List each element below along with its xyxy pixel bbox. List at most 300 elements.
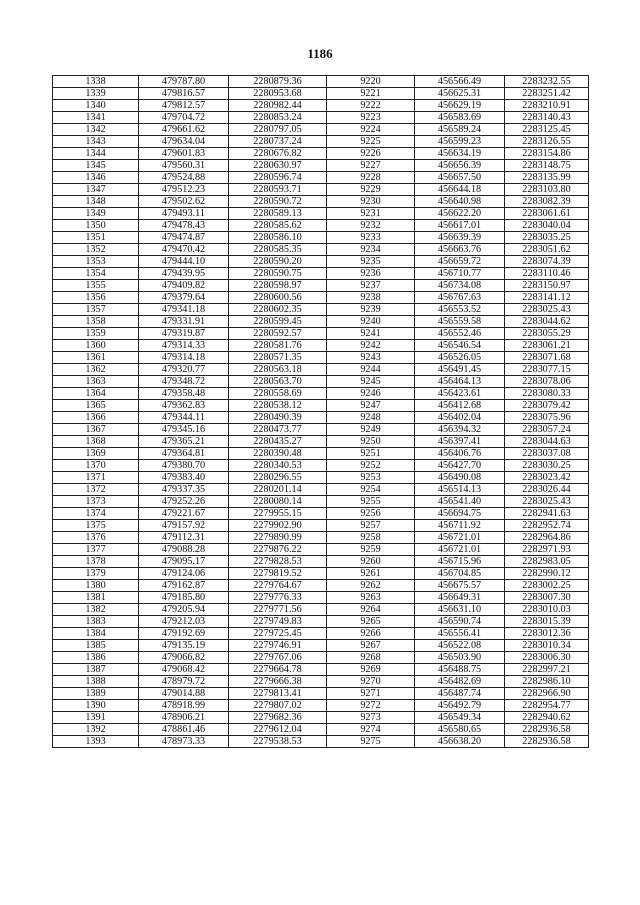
table-cell-y-right: 2283061.61 — [505, 208, 589, 220]
table-cell-y-left: 2279725.45 — [229, 628, 327, 640]
table-cell-x-left: 479787.80 — [139, 76, 229, 88]
table-cell-y-left: 2280590.72 — [229, 196, 327, 208]
table-cell-x-left: 479162.87 — [139, 580, 229, 592]
table-cell-y-right: 2282941.63 — [505, 508, 589, 520]
table-cell-y-right: 2283035.25 — [505, 232, 589, 244]
table-cell-x-left: 479362.83 — [139, 400, 229, 412]
table-cell-y-left: 2279807.02 — [229, 700, 327, 712]
table-cell-y-left: 2279955.15 — [229, 508, 327, 520]
table-cell-y-right: 2282990.12 — [505, 568, 589, 580]
table-cell-point-id-right: 9227 — [327, 160, 415, 172]
table-cell-y-left: 2280490.39 — [229, 412, 327, 424]
table-cell-x-left: 479331.91 — [139, 316, 229, 328]
table-cell-y-left: 2279767.06 — [229, 652, 327, 664]
table-cell-x-right: 456423.61 — [415, 388, 505, 400]
table-cell-point-id-left: 1391 — [53, 712, 139, 724]
table-cell-point-id-left: 1388 — [53, 676, 139, 688]
table-cell-y-right: 2283126.55 — [505, 136, 589, 148]
table-cell-point-id-left: 1358 — [53, 316, 139, 328]
table-cell-x-right: 456617.01 — [415, 220, 505, 232]
table-cell-point-id-right: 9222 — [327, 100, 415, 112]
table-cell-x-left: 478979.72 — [139, 676, 229, 688]
table-cell-y-right: 2283251.42 — [505, 88, 589, 100]
table-cell-point-id-left: 1360 — [53, 340, 139, 352]
table-cell-y-right: 2283075.96 — [505, 412, 589, 424]
table-cell-y-left: 2280600.56 — [229, 292, 327, 304]
table-cell-x-left: 479212.03 — [139, 616, 229, 628]
table-cell-x-right: 456657.50 — [415, 172, 505, 184]
table-cell-x-left: 479560.31 — [139, 160, 229, 172]
table-cell-x-right: 456721.01 — [415, 544, 505, 556]
table-cell-y-left: 2280953.68 — [229, 88, 327, 100]
table-cell-x-left: 478973.33 — [139, 736, 229, 748]
table-row — [53, 568, 589, 580]
table-cell-y-right: 2283030.25 — [505, 460, 589, 472]
table-cell-y-right: 2283135.99 — [505, 172, 589, 184]
table-row — [53, 508, 589, 520]
table-cell-x-left: 478861.46 — [139, 724, 229, 736]
table-cell-point-id-right: 9251 — [327, 448, 415, 460]
table-cell-y-right: 2282983.05 — [505, 556, 589, 568]
table-cell-x-right: 456589.24 — [415, 124, 505, 136]
table-cell-point-id-left: 1350 — [53, 220, 139, 232]
table-row — [53, 136, 589, 148]
table-cell-x-left: 479470.42 — [139, 244, 229, 256]
table-cell-x-right: 456491.45 — [415, 364, 505, 376]
table-row — [53, 544, 589, 556]
table-cell-y-right: 2283125.45 — [505, 124, 589, 136]
table-cell-x-right: 456656.39 — [415, 160, 505, 172]
table-cell-x-left: 479068.42 — [139, 664, 229, 676]
table-cell-point-id-right: 9229 — [327, 184, 415, 196]
table-cell-y-left: 2280585.35 — [229, 244, 327, 256]
table-cell-x-right: 456492.79 — [415, 700, 505, 712]
table-cell-point-id-left: 1389 — [53, 688, 139, 700]
table-cell-point-id-left: 1390 — [53, 700, 139, 712]
table-cell-point-id-right: 9241 — [327, 328, 415, 340]
table-row — [53, 460, 589, 472]
table-cell-x-left: 479502.62 — [139, 196, 229, 208]
table-cell-x-right: 456406.76 — [415, 448, 505, 460]
table-cell-point-id-right: 9256 — [327, 508, 415, 520]
table-cell-x-left: 479512.23 — [139, 184, 229, 196]
table-cell-point-id-right: 9224 — [327, 124, 415, 136]
table-row — [53, 184, 589, 196]
table-cell-y-left: 2279776.33 — [229, 592, 327, 604]
table-cell-point-id-right: 9266 — [327, 628, 415, 640]
table-row — [53, 628, 589, 640]
table-row — [53, 424, 589, 436]
table-cell-x-right: 456629.19 — [415, 100, 505, 112]
table-cell-point-id-right: 9238 — [327, 292, 415, 304]
table-cell-point-id-right: 9240 — [327, 316, 415, 328]
table-row — [53, 496, 589, 508]
table-cell-y-right: 2283078.06 — [505, 376, 589, 388]
table-cell-point-id-left: 1372 — [53, 484, 139, 496]
table-cell-x-left: 479364.81 — [139, 448, 229, 460]
table-cell-y-right: 2283110.46 — [505, 268, 589, 280]
table-cell-point-id-right: 9263 — [327, 592, 415, 604]
table-cell-point-id-left: 1375 — [53, 520, 139, 532]
table-row — [53, 472, 589, 484]
table-cell-y-left: 2279764.67 — [229, 580, 327, 592]
table-cell-x-right: 456490.08 — [415, 472, 505, 484]
table-row — [53, 244, 589, 256]
table-cell-x-right: 456734.08 — [415, 280, 505, 292]
table-row — [53, 148, 589, 160]
table-cell-point-id-left: 1382 — [53, 604, 139, 616]
table-cell-point-id-left: 1348 — [53, 196, 139, 208]
table-row — [53, 316, 589, 328]
table-cell-y-right: 2283079.42 — [505, 400, 589, 412]
table-row — [53, 352, 589, 364]
table-cell-y-left: 2280390.48 — [229, 448, 327, 460]
table-cell-point-id-right: 9259 — [327, 544, 415, 556]
table-cell-point-id-left: 1373 — [53, 496, 139, 508]
table-cell-y-left: 2280593.71 — [229, 184, 327, 196]
table-cell-x-left: 479383.40 — [139, 472, 229, 484]
table-cell-point-id-left: 1357 — [53, 304, 139, 316]
table-cell-x-left: 479320.77 — [139, 364, 229, 376]
table-cell-y-right: 2283051.62 — [505, 244, 589, 256]
table-row — [53, 484, 589, 496]
table-cell-x-left: 479319.87 — [139, 328, 229, 340]
table-cell-point-id-right: 9257 — [327, 520, 415, 532]
table-cell-x-left: 479344.11 — [139, 412, 229, 424]
table-cell-y-right: 2283103.80 — [505, 184, 589, 196]
table-cell-point-id-right: 9275 — [327, 736, 415, 748]
table-cell-x-left: 479341.18 — [139, 304, 229, 316]
table-cell-x-left: 479379.64 — [139, 292, 229, 304]
table-cell-point-id-left: 1367 — [53, 424, 139, 436]
table-cell-y-right: 2283012.36 — [505, 628, 589, 640]
table-cell-x-right: 456675.57 — [415, 580, 505, 592]
table-cell-x-left: 479337.35 — [139, 484, 229, 496]
table-cell-y-right: 2283007.30 — [505, 592, 589, 604]
table-cell-x-left: 479252.26 — [139, 496, 229, 508]
table-row — [53, 172, 589, 184]
table-cell-x-left: 479704.72 — [139, 112, 229, 124]
table-cell-point-id-right: 9255 — [327, 496, 415, 508]
table-cell-point-id-left: 1341 — [53, 112, 139, 124]
table-cell-point-id-left: 1347 — [53, 184, 139, 196]
table-cell-point-id-left: 1368 — [53, 436, 139, 448]
table-cell-point-id-left: 1356 — [53, 292, 139, 304]
table-row — [53, 616, 589, 628]
table-cell-y-right: 2283040.04 — [505, 220, 589, 232]
table-cell-y-left: 2279902.90 — [229, 520, 327, 532]
table-cell-x-left: 479634.04 — [139, 136, 229, 148]
table-row — [53, 532, 589, 544]
table-cell-x-right: 456599.23 — [415, 136, 505, 148]
table-cell-y-left: 2280879.36 — [229, 76, 327, 88]
table-row — [53, 592, 589, 604]
table-cell-point-id-right: 9272 — [327, 700, 415, 712]
table-cell-point-id-left: 1366 — [53, 412, 139, 424]
table-cell-x-right: 456427.70 — [415, 460, 505, 472]
table-row — [53, 676, 589, 688]
table-cell-y-right: 2283037.08 — [505, 448, 589, 460]
table-cell-x-right: 456487.74 — [415, 688, 505, 700]
table-row — [53, 664, 589, 676]
table-cell-x-left: 479095.17 — [139, 556, 229, 568]
table-cell-point-id-right: 9221 — [327, 88, 415, 100]
table-cell-x-left: 479601.83 — [139, 148, 229, 160]
table-cell-x-right: 456397.41 — [415, 436, 505, 448]
table-cell-y-left: 2279828.53 — [229, 556, 327, 568]
table-cell-y-left: 2280563.18 — [229, 364, 327, 376]
table-cell-x-left: 479221.67 — [139, 508, 229, 520]
table-cell-x-right: 456631.10 — [415, 604, 505, 616]
table-row — [53, 724, 589, 736]
table-row — [53, 124, 589, 136]
table-cell-y-left: 2280080.14 — [229, 496, 327, 508]
table-row — [53, 448, 589, 460]
table-cell-y-left: 2280586.10 — [229, 232, 327, 244]
table-cell-point-id-right: 9244 — [327, 364, 415, 376]
table-cell-y-right: 2283044.62 — [505, 316, 589, 328]
table-cell-x-right: 456715.96 — [415, 556, 505, 568]
table-cell-x-right: 456514.13 — [415, 484, 505, 496]
table-cell-y-left: 2279890.99 — [229, 532, 327, 544]
table-cell-y-left: 2280590.20 — [229, 256, 327, 268]
coordinates-table — [52, 75, 589, 748]
table-cell-point-id-right: 9235 — [327, 256, 415, 268]
table-cell-point-id-left: 1384 — [53, 628, 139, 640]
table-cell-point-id-right: 9225 — [327, 136, 415, 148]
table-row — [53, 700, 589, 712]
table-cell-point-id-left: 1385 — [53, 640, 139, 652]
table-cell-y-right: 2283010.03 — [505, 604, 589, 616]
table-cell-point-id-left: 1380 — [53, 580, 139, 592]
table-cell-y-right: 2282954.77 — [505, 700, 589, 712]
table-cell-x-left: 479380.70 — [139, 460, 229, 472]
table-cell-point-id-right: 9231 — [327, 208, 415, 220]
table-cell-point-id-right: 9267 — [327, 640, 415, 652]
table-row — [53, 688, 589, 700]
table-cell-y-left: 2280592.57 — [229, 328, 327, 340]
table-cell-point-id-right: 9245 — [327, 376, 415, 388]
table-cell-point-id-right: 9246 — [327, 388, 415, 400]
table-row — [53, 268, 589, 280]
table-cell-y-left: 2279538.53 — [229, 736, 327, 748]
table-cell-point-id-right: 9230 — [327, 196, 415, 208]
table-cell-y-left: 2280602.35 — [229, 304, 327, 316]
table-cell-x-left: 479409.82 — [139, 280, 229, 292]
table-cell-x-right: 456522.08 — [415, 640, 505, 652]
table-cell-x-right: 456526.05 — [415, 352, 505, 364]
table-cell-x-left: 479066.82 — [139, 652, 229, 664]
table-cell-point-id-right: 9265 — [327, 616, 415, 628]
table-row — [53, 292, 589, 304]
table-cell-y-left: 2279819.52 — [229, 568, 327, 580]
table-cell-point-id-right: 9237 — [327, 280, 415, 292]
table-cell-x-right: 456640.98 — [415, 196, 505, 208]
table-cell-point-id-left: 1342 — [53, 124, 139, 136]
table-cell-y-left: 2280589.13 — [229, 208, 327, 220]
table-cell-point-id-left: 1387 — [53, 664, 139, 676]
table-cell-x-left: 479088.28 — [139, 544, 229, 556]
table-cell-x-right: 456546.54 — [415, 340, 505, 352]
table-cell-x-right: 456394.32 — [415, 424, 505, 436]
table-cell-x-left: 479314.33 — [139, 340, 229, 352]
table-cell-y-right: 2283154.86 — [505, 148, 589, 160]
table-cell-y-right: 2283015.39 — [505, 616, 589, 628]
table-cell-x-left: 479185.80 — [139, 592, 229, 604]
table-row — [53, 436, 589, 448]
table-cell-point-id-right: 9260 — [327, 556, 415, 568]
table-cell-point-id-right: 9273 — [327, 712, 415, 724]
table-cell-point-id-right: 9233 — [327, 232, 415, 244]
table-row — [53, 340, 589, 352]
table-cell-point-id-left: 1354 — [53, 268, 139, 280]
table-cell-x-right: 456663.76 — [415, 244, 505, 256]
table-cell-point-id-right: 9258 — [327, 532, 415, 544]
table-cell-x-left: 479135.19 — [139, 640, 229, 652]
table-cell-y-right: 2283002.25 — [505, 580, 589, 592]
table-row — [53, 208, 589, 220]
table-cell-x-right: 456580.65 — [415, 724, 505, 736]
table-cell-x-right: 456711.92 — [415, 520, 505, 532]
table-cell-y-left: 2280558.69 — [229, 388, 327, 400]
table-cell-y-right: 2283006.30 — [505, 652, 589, 664]
table-row — [53, 304, 589, 316]
table-row — [53, 196, 589, 208]
table-cell-point-id-left: 1361 — [53, 352, 139, 364]
table-cell-x-left: 479661.62 — [139, 124, 229, 136]
table-cell-x-left: 479474.87 — [139, 232, 229, 244]
table-cell-x-left: 479358.48 — [139, 388, 229, 400]
table-cell-x-right: 456412.68 — [415, 400, 505, 412]
table-cell-x-left: 479478.43 — [139, 220, 229, 232]
table-cell-x-right: 456638.20 — [415, 736, 505, 748]
table-cell-y-right: 2283026.44 — [505, 484, 589, 496]
table-cell-y-left: 2280853.24 — [229, 112, 327, 124]
table-cell-point-id-right: 9271 — [327, 688, 415, 700]
table-cell-y-left: 2280563.70 — [229, 376, 327, 388]
table-cell-y-right: 2283057.24 — [505, 424, 589, 436]
table-cell-y-left: 2280296.55 — [229, 472, 327, 484]
table-cell-point-id-left: 1355 — [53, 280, 139, 292]
page-number: 1186 — [307, 46, 333, 61]
table-cell-y-right: 2283232.55 — [505, 76, 589, 88]
table-cell-point-id-right: 9261 — [327, 568, 415, 580]
table-cell-point-id-left: 1378 — [53, 556, 139, 568]
table-cell-y-right: 2282952.74 — [505, 520, 589, 532]
table-cell-point-id-left: 1370 — [53, 460, 139, 472]
table-cell-x-right: 456767.63 — [415, 292, 505, 304]
table-cell-point-id-right: 9226 — [327, 148, 415, 160]
table-cell-y-right: 2283025.43 — [505, 496, 589, 508]
table-cell-y-right: 2283080.33 — [505, 388, 589, 400]
table-cell-x-left: 479524.88 — [139, 172, 229, 184]
table-cell-point-id-left: 1340 — [53, 100, 139, 112]
table-cell-x-left: 479157.92 — [139, 520, 229, 532]
table-cell-x-left: 479345.16 — [139, 424, 229, 436]
table-row — [53, 100, 589, 112]
table-cell-x-right: 456639.39 — [415, 232, 505, 244]
table-cell-y-right: 2283210.91 — [505, 100, 589, 112]
table-cell-x-right: 456721.01 — [415, 532, 505, 544]
table-cell-point-id-left: 1381 — [53, 592, 139, 604]
table-cell-x-right: 456552.46 — [415, 328, 505, 340]
table-cell-y-left: 2280630.97 — [229, 160, 327, 172]
table-cell-point-id-right: 9268 — [327, 652, 415, 664]
table-cell-point-id-right: 9253 — [327, 472, 415, 484]
table-cell-point-id-left: 1353 — [53, 256, 139, 268]
table-cell-point-id-right: 9252 — [327, 460, 415, 472]
table-cell-x-right: 456549.34 — [415, 712, 505, 724]
table-cell-x-left: 479192.69 — [139, 628, 229, 640]
table-cell-point-id-left: 1349 — [53, 208, 139, 220]
table-cell-point-id-left: 1383 — [53, 616, 139, 628]
table-cell-x-right: 456464.13 — [415, 376, 505, 388]
table-row — [53, 112, 589, 124]
table-cell-x-left: 479444.10 — [139, 256, 229, 268]
table-cell-y-right: 2282971.93 — [505, 544, 589, 556]
table-cell-y-left: 2280737.24 — [229, 136, 327, 148]
table-cell-x-right: 456622.20 — [415, 208, 505, 220]
table-cell-y-left: 2280982.44 — [229, 100, 327, 112]
table-cell-point-id-left: 1363 — [53, 376, 139, 388]
table-cell-point-id-right: 9239 — [327, 304, 415, 316]
table-cell-point-id-right: 9223 — [327, 112, 415, 124]
table-row — [53, 76, 589, 88]
table-cell-y-left: 2279749.83 — [229, 616, 327, 628]
table-cell-y-left: 2280596.74 — [229, 172, 327, 184]
table-cell-point-id-left: 1365 — [53, 400, 139, 412]
table-cell-point-id-left: 1351 — [53, 232, 139, 244]
table-cell-x-right: 456590.74 — [415, 616, 505, 628]
table-row — [53, 364, 589, 376]
table-cell-point-id-right: 9228 — [327, 172, 415, 184]
table-row — [53, 220, 589, 232]
table-cell-point-id-right: 9220 — [327, 76, 415, 88]
table-cell-y-right: 2283082.39 — [505, 196, 589, 208]
table-cell-x-left: 479112.31 — [139, 532, 229, 544]
table-row — [53, 640, 589, 652]
table-row — [53, 652, 589, 664]
table-row — [53, 388, 589, 400]
table-cell-point-id-left: 1376 — [53, 532, 139, 544]
table-cell-x-right: 456634.19 — [415, 148, 505, 160]
table-cell-y-right: 2283055.29 — [505, 328, 589, 340]
table-row — [53, 328, 589, 340]
table-cell-point-id-left: 1393 — [53, 736, 139, 748]
table-cell-point-id-left: 1369 — [53, 448, 139, 460]
table-cell-x-right: 456503.90 — [415, 652, 505, 664]
table-cell-y-left: 2280590.75 — [229, 268, 327, 280]
table-cell-point-id-left: 1346 — [53, 172, 139, 184]
table-cell-point-id-right: 9269 — [327, 664, 415, 676]
table-cell-y-right: 2282986.10 — [505, 676, 589, 688]
table-cell-point-id-left: 1386 — [53, 652, 139, 664]
table-cell-y-right: 2283071.68 — [505, 352, 589, 364]
table-row — [53, 400, 589, 412]
table-cell-x-left: 479314.18 — [139, 352, 229, 364]
table-cell-x-left: 479014.88 — [139, 688, 229, 700]
table-cell-point-id-left: 1359 — [53, 328, 139, 340]
table-cell-y-left: 2279771.56 — [229, 604, 327, 616]
table-cell-point-id-right: 9270 — [327, 676, 415, 688]
table-cell-x-right: 456625.31 — [415, 88, 505, 100]
table-cell-point-id-left: 1379 — [53, 568, 139, 580]
table-cell-x-left: 479493.11 — [139, 208, 229, 220]
table-row — [53, 376, 589, 388]
table-row — [53, 556, 589, 568]
table-cell-y-left: 2279664.78 — [229, 664, 327, 676]
table-cell-x-right: 456710.77 — [415, 268, 505, 280]
